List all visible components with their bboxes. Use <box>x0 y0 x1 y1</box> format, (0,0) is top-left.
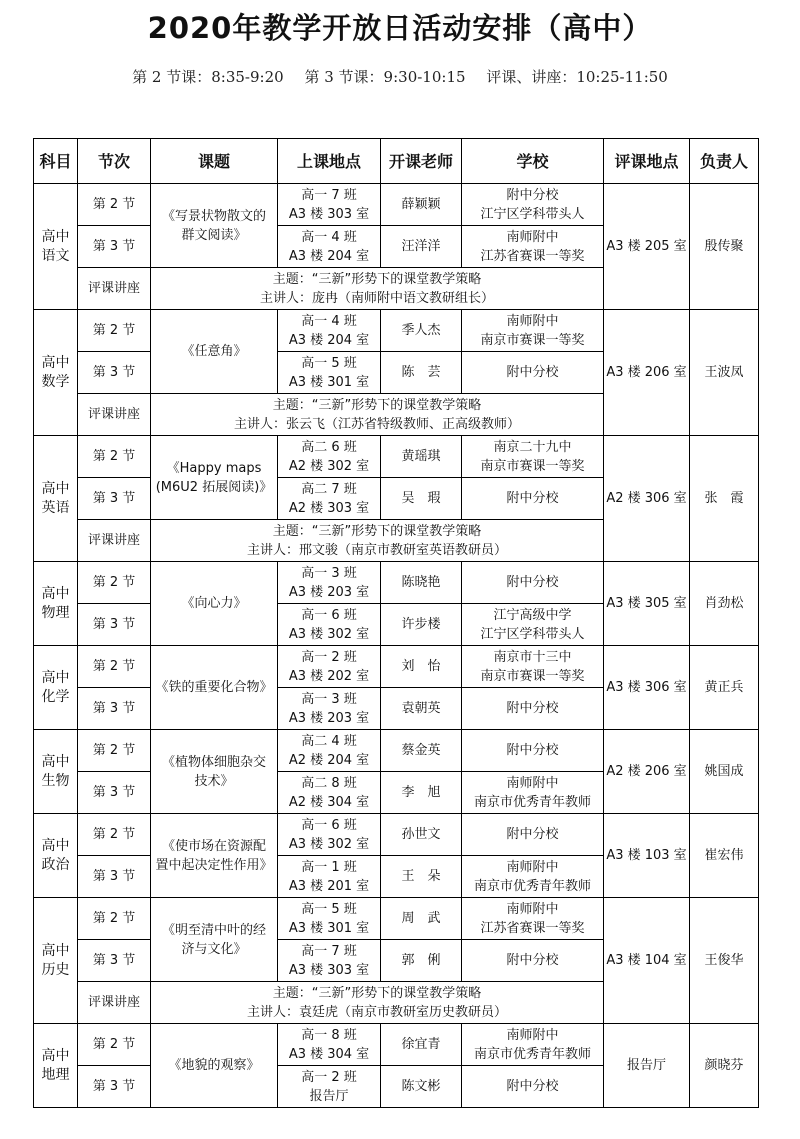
review-venue-cell: A3 楼 206 室 <box>604 310 690 436</box>
place-line: 高一 7 班 <box>301 943 357 959</box>
table-row <box>34 730 759 772</box>
school-cell <box>462 478 604 520</box>
school-cell <box>462 814 604 856</box>
place-line: A2 楼 303 室 <box>288 500 370 516</box>
place-line: 高二 4 班 <box>301 733 357 749</box>
review-venue-cell: A3 楼 305 室 <box>604 562 690 646</box>
table-row <box>34 814 759 856</box>
table-row <box>34 898 759 940</box>
subject-name: 高中 <box>41 480 70 497</box>
review-info-cell <box>151 520 604 562</box>
place-cell <box>278 436 381 478</box>
subject-cell <box>34 646 78 730</box>
place-line: 高一 7 班 <box>301 187 357 203</box>
period-cell: 第 3 节 <box>78 772 151 814</box>
school-line: 南京市十三中 <box>493 649 572 665</box>
place-line: 高一 5 班 <box>301 355 357 371</box>
school-cell <box>462 646 604 688</box>
place-line: 高一 2 班 <box>301 1069 357 1085</box>
topic-cell <box>151 436 278 520</box>
subject-name: 政治 <box>41 856 70 873</box>
school-cell <box>462 310 604 352</box>
school-line: 南京市优秀青年教师 <box>473 794 591 810</box>
school-line: 南京市优秀青年教师 <box>473 1046 591 1062</box>
lead-cell: 肖劲松 <box>690 562 759 646</box>
topic-line: 置中起决定性作用》 <box>155 857 273 873</box>
subject-name: 历史 <box>41 961 70 978</box>
period-cell: 第 3 节 <box>78 856 151 898</box>
column-header: 学校 <box>462 139 604 184</box>
school-cell <box>462 604 604 646</box>
teacher-cell: 刘 怡 <box>381 646 462 688</box>
period-cell: 第 3 节 <box>78 352 151 394</box>
school-line: 附中分校 <box>506 953 559 968</box>
topic-line: 《使市场在资源配 <box>161 838 266 854</box>
period-cell: 第 2 节 <box>78 1024 151 1066</box>
topic-cell <box>151 1024 278 1108</box>
review-speaker: 主讲人：庞冉（南师附中语文教研组长） <box>259 290 494 306</box>
school-line: 南师附中 <box>506 1027 559 1043</box>
review-speaker: 主讲人：邢文骏（南京市教研室英语教研员） <box>246 542 507 558</box>
teacher-cell: 薛颖颖 <box>381 184 462 226</box>
place-cell <box>278 226 381 268</box>
place-cell <box>278 730 381 772</box>
place-cell <box>278 1024 381 1066</box>
school-line: 南师附中 <box>506 229 559 245</box>
place-line: A3 楼 302 室 <box>288 836 370 852</box>
period-2-time: 第 2 节课：8:35-9:20 <box>132 68 284 86</box>
school-cell <box>462 772 604 814</box>
subject-name: 高中 <box>41 228 70 245</box>
topic-cell <box>151 646 278 730</box>
place-line: 高一 4 班 <box>301 313 357 329</box>
teacher-cell: 郭 俐 <box>381 940 462 982</box>
place-line: A3 楼 204 室 <box>288 248 370 264</box>
subject-name: 高中 <box>41 942 70 959</box>
subject-cell <box>34 730 78 814</box>
school-line: 南师附中 <box>506 775 559 791</box>
place-line: 高一 3 班 <box>301 565 357 581</box>
school-line: 江宁区学科带头人 <box>480 206 585 222</box>
period-cell: 第 3 节 <box>78 688 151 730</box>
place-line: A2 楼 304 室 <box>288 794 370 810</box>
topic-line: 《铁的重要化合物》 <box>155 680 273 695</box>
school-cell <box>462 1066 604 1108</box>
lead-cell: 颜晓芬 <box>690 1024 759 1108</box>
place-line: A3 楼 203 室 <box>288 584 370 600</box>
subject-name: 英语 <box>41 499 70 516</box>
review-label-cell: 评课讲座 <box>78 268 151 310</box>
table-row <box>34 436 759 478</box>
place-line: 高二 6 班 <box>301 439 357 455</box>
subject-name: 高中 <box>41 669 70 686</box>
subject-cell <box>34 814 78 898</box>
place-line: 高一 6 班 <box>301 607 357 623</box>
review-venue-cell: A3 楼 205 室 <box>604 184 690 310</box>
subject-cell <box>34 184 78 310</box>
review-info-cell <box>151 394 604 436</box>
subject-cell <box>34 1024 78 1108</box>
period-cell: 第 3 节 <box>78 226 151 268</box>
place-line: A3 楼 301 室 <box>288 920 370 936</box>
teacher-cell: 王 朵 <box>381 856 462 898</box>
place-line: 高一 5 班 <box>301 901 357 917</box>
place-line: 高一 3 班 <box>301 691 357 707</box>
period-cell: 第 2 节 <box>78 436 151 478</box>
table-row <box>34 562 759 604</box>
review-info-cell <box>151 268 604 310</box>
topic-line: 济与文化》 <box>181 941 247 957</box>
teacher-cell: 陈 芸 <box>381 352 462 394</box>
table-row <box>34 184 759 226</box>
topic-line: 《向心力》 <box>181 596 247 611</box>
place-cell <box>278 646 381 688</box>
period-cell: 第 3 节 <box>78 604 151 646</box>
place-line: A3 楼 301 室 <box>288 374 370 390</box>
review-info-cell <box>151 982 604 1024</box>
place-line: 高二 7 班 <box>301 481 357 497</box>
teacher-cell: 袁朝英 <box>381 688 462 730</box>
school-line: 江苏省赛课一等奖 <box>480 920 585 936</box>
topic-cell <box>151 310 278 394</box>
school-line: 南师附中 <box>506 313 559 329</box>
place-line: 高一 4 班 <box>301 229 357 245</box>
page-title: 2020年教学开放日活动安排（高中） <box>147 11 653 45</box>
place-line: A3 楼 202 室 <box>288 668 370 684</box>
column-header: 科目 <box>34 139 78 184</box>
school-line: 江宁高级中学 <box>493 607 572 623</box>
lead-cell: 张 霞 <box>690 436 759 562</box>
place-cell <box>278 856 381 898</box>
lead-cell: 崔宏伟 <box>690 814 759 898</box>
school-line: 附中分校 <box>506 1079 559 1094</box>
period-cell: 第 2 节 <box>78 184 151 226</box>
school-cell <box>462 1024 604 1066</box>
teacher-cell: 汪洋洋 <box>381 226 462 268</box>
review-venue-cell: A3 楼 103 室 <box>604 814 690 898</box>
teacher-cell: 孙世文 <box>381 814 462 856</box>
school-line: 南师附中 <box>506 901 559 917</box>
place-line: A3 楼 201 室 <box>288 878 370 894</box>
subject-cell <box>34 436 78 562</box>
place-line: 高二 8 班 <box>301 775 357 791</box>
school-line: 附中分校 <box>506 701 559 716</box>
place-cell <box>278 352 381 394</box>
teacher-cell: 李 旭 <box>381 772 462 814</box>
review-theme: 主题：“三新”形势下的课堂教学策略 <box>272 397 482 413</box>
table-row <box>34 1024 759 1066</box>
subject-name: 高中 <box>41 1047 70 1064</box>
school-line: 附中分校 <box>506 187 559 203</box>
topic-cell <box>151 730 278 814</box>
table-row <box>34 646 759 688</box>
subject-cell <box>34 898 78 1024</box>
place-line: A3 楼 302 室 <box>288 626 370 642</box>
place-line: A3 楼 303 室 <box>288 962 370 978</box>
subject-name: 数学 <box>41 373 70 390</box>
subject-name: 物理 <box>41 604 70 621</box>
lead-cell: 姚国成 <box>690 730 759 814</box>
place-cell <box>278 184 381 226</box>
review-venue-cell: A2 楼 306 室 <box>604 436 690 562</box>
school-cell <box>462 226 604 268</box>
period-cell: 第 2 节 <box>78 898 151 940</box>
school-line: 南京二十九中 <box>493 439 572 455</box>
lead-cell: 黄正兵 <box>690 646 759 730</box>
period-cell: 第 3 节 <box>78 478 151 520</box>
subject-name: 高中 <box>41 354 70 371</box>
period-cell: 第 3 节 <box>78 1066 151 1108</box>
school-cell <box>462 184 604 226</box>
subject-name: 生物 <box>41 772 70 789</box>
place-line: 高一 6 班 <box>301 817 357 833</box>
review-venue-cell: A3 楼 104 室 <box>604 898 690 1024</box>
school-cell <box>462 730 604 772</box>
subject-name: 地理 <box>41 1066 70 1083</box>
place-cell <box>278 562 381 604</box>
school-line: 附中分校 <box>506 827 559 842</box>
review-theme: 主题：“三新”形势下的课堂教学策略 <box>272 523 482 539</box>
place-line: A3 楼 303 室 <box>288 206 370 222</box>
review-theme: 主题：“三新”形势下的课堂教学策略 <box>272 985 482 1001</box>
lead-cell: 王波凤 <box>690 310 759 436</box>
lead-cell: 王俊华 <box>690 898 759 1024</box>
subject-name: 高中 <box>41 585 70 602</box>
review-time: 评课、讲座：10:25-11:50 <box>486 68 668 86</box>
school-cell <box>462 898 604 940</box>
school-cell <box>462 436 604 478</box>
place-cell <box>278 604 381 646</box>
period-cell: 第 2 节 <box>78 646 151 688</box>
review-venue-cell: A3 楼 306 室 <box>604 646 690 730</box>
topic-line: 《明至清中叶的经 <box>161 922 266 938</box>
review-venue-cell: A2 楼 206 室 <box>604 730 690 814</box>
topic-line: 《写景状物散文的 <box>161 208 266 224</box>
teacher-cell: 陈晓艳 <box>381 562 462 604</box>
school-line: 江苏省赛课一等奖 <box>480 248 585 264</box>
topic-cell <box>151 898 278 982</box>
lead-cell: 殷传聚 <box>690 184 759 310</box>
school-cell <box>462 856 604 898</box>
time-schedule <box>0 66 800 87</box>
teacher-cell: 许步楼 <box>381 604 462 646</box>
topic-line: 《Happy maps <box>166 460 262 476</box>
topic-line: 群文阅读》 <box>181 227 247 243</box>
place-cell <box>278 688 381 730</box>
topic-line: 《植物体细胞杂交 <box>161 754 266 770</box>
place-cell <box>278 814 381 856</box>
school-line: 南京市优秀青年教师 <box>473 878 591 894</box>
place-cell <box>278 898 381 940</box>
column-header: 上课地点 <box>278 139 381 184</box>
column-header: 开课老师 <box>381 139 462 184</box>
review-speaker: 主讲人：袁廷虎（南京市教研室历史教研员） <box>246 1004 507 1020</box>
place-line: A3 楼 204 室 <box>288 332 370 348</box>
place-line: A3 楼 304 室 <box>288 1046 370 1062</box>
place-line: A2 楼 302 室 <box>288 458 370 474</box>
table-row <box>34 310 759 352</box>
topic-line: 《任意角》 <box>181 344 247 359</box>
place-line: 高一 1 班 <box>301 859 357 875</box>
topic-line: 技术》 <box>194 773 234 789</box>
review-label-cell: 评课讲座 <box>78 520 151 562</box>
column-header: 课题 <box>151 139 278 184</box>
review-label-cell: 评课讲座 <box>78 982 151 1024</box>
school-line: 江宁区学科带头人 <box>480 626 585 642</box>
period-cell: 第 2 节 <box>78 814 151 856</box>
review-venue-cell: 报告厅 <box>604 1024 690 1108</box>
header-row <box>34 139 759 184</box>
place-line: 报告厅 <box>309 1088 349 1104</box>
teacher-cell: 蔡金英 <box>381 730 462 772</box>
subject-name: 高中 <box>41 837 70 854</box>
period-cell: 第 3 节 <box>78 940 151 982</box>
school-line: 南师附中 <box>506 859 559 875</box>
review-theme: 主题：“三新”形势下的课堂教学策略 <box>272 271 482 287</box>
teacher-cell: 季人杰 <box>381 310 462 352</box>
teacher-cell: 徐宜青 <box>381 1024 462 1066</box>
school-cell <box>462 940 604 982</box>
school-line: 南京市赛课一等奖 <box>480 458 585 474</box>
subject-name: 化学 <box>41 688 70 705</box>
teacher-cell: 陈文彬 <box>381 1066 462 1108</box>
school-line: 附中分校 <box>506 491 559 506</box>
place-cell <box>278 1066 381 1108</box>
place-cell <box>278 772 381 814</box>
school-cell <box>462 688 604 730</box>
review-speaker: 主讲人：张云飞（江苏省特级教师、正高级教师） <box>233 416 520 432</box>
topic-cell <box>151 562 278 646</box>
column-header: 评课地点 <box>604 139 690 184</box>
period-cell: 第 2 节 <box>78 562 151 604</box>
subject-cell <box>34 562 78 646</box>
school-line: 附中分校 <box>506 743 559 758</box>
place-line: 高一 2 班 <box>301 649 357 665</box>
teacher-cell: 吴 瑕 <box>381 478 462 520</box>
place-cell <box>278 940 381 982</box>
school-line: 南京市赛课一等奖 <box>480 668 585 684</box>
school-line: 附中分校 <box>506 575 559 590</box>
topic-cell <box>151 184 278 268</box>
place-line: 高一 8 班 <box>301 1027 357 1043</box>
period-cell: 第 2 节 <box>78 310 151 352</box>
school-cell <box>462 352 604 394</box>
subject-name: 高中 <box>41 753 70 770</box>
column-header: 负责人 <box>690 139 759 184</box>
topic-line: (M6U2 拓展阅读)》 <box>155 479 273 495</box>
schedule-table <box>33 138 759 1108</box>
subject-name: 语文 <box>41 247 70 264</box>
topic-line: 《地貌的观察》 <box>168 1058 260 1073</box>
teacher-cell: 黄瑶琪 <box>381 436 462 478</box>
period-cell: 第 2 节 <box>78 730 151 772</box>
school-cell <box>462 562 604 604</box>
subject-cell <box>34 310 78 436</box>
column-header: 节次 <box>78 139 151 184</box>
school-line: 南京市赛课一等奖 <box>480 332 585 348</box>
period-3-time: 第 3 节课：9:30-10:15 <box>304 68 466 86</box>
school-line: 附中分校 <box>506 365 559 380</box>
place-line: A2 楼 204 室 <box>288 752 370 768</box>
place-line: A3 楼 203 室 <box>288 710 370 726</box>
place-cell <box>278 310 381 352</box>
topic-cell <box>151 814 278 898</box>
schedule-body <box>34 184 759 1108</box>
review-label-cell: 评课讲座 <box>78 394 151 436</box>
place-cell <box>278 478 381 520</box>
teacher-cell: 周 武 <box>381 898 462 940</box>
